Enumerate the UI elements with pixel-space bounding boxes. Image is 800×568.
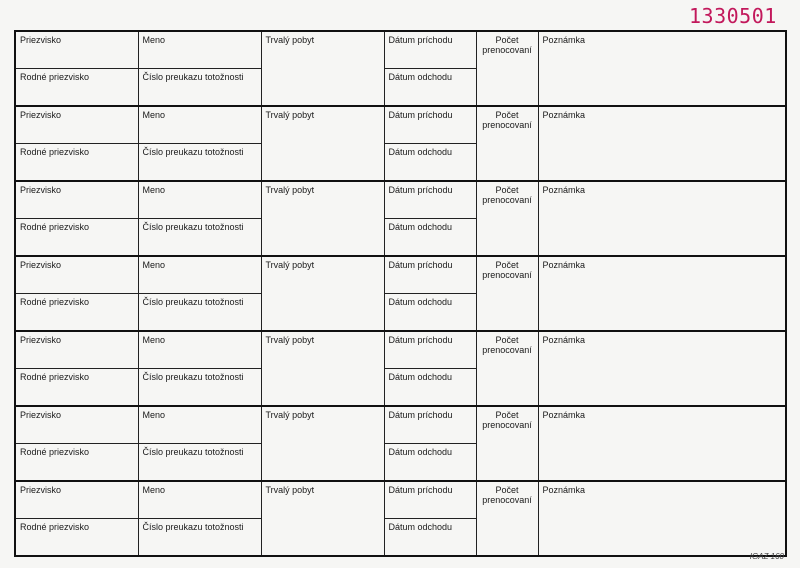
nights-count-label-2: prenocovaní: [482, 120, 532, 130]
departure-date-field[interactable]: [384, 144, 476, 182]
permanent-residence-label: Trvalý pobyt: [265, 35, 315, 45]
nights-count-label: Počet: [495, 485, 519, 495]
arrival-date-label: Dátum príchodu: [388, 185, 453, 195]
surname-label: Priezvisko: [20, 35, 62, 45]
id-card-number-field[interactable]: [138, 69, 261, 107]
first-name-label: Meno: [142, 185, 166, 195]
first-name-label: Meno: [142, 110, 166, 120]
first-name-field[interactable]: [138, 331, 261, 369]
nights-count-label-2: prenocovaní: [482, 270, 532, 280]
birth-surname-label: Rodné priezvisko: [20, 297, 90, 307]
surname-field[interactable]: [15, 106, 138, 144]
nights-count-field[interactable]: [476, 481, 538, 556]
arrival-date-field[interactable]: [384, 256, 476, 294]
permanent-residence-field[interactable]: [261, 256, 384, 331]
guest-entry-row: [15, 256, 786, 294]
first-name-field[interactable]: [138, 181, 261, 219]
first-name-label: Meno: [142, 260, 166, 270]
arrival-date-label: Dátum príchodu: [388, 35, 453, 45]
guest-register-table: [14, 30, 787, 557]
arrival-date-label: Dátum príchodu: [388, 110, 453, 120]
departure-date-label: Dátum odchodu: [388, 447, 453, 457]
departure-date-field[interactable]: [384, 519, 476, 557]
guest-entry-row: [15, 331, 786, 369]
arrival-date-label: Dátum príchodu: [388, 485, 453, 495]
first-name-field[interactable]: [138, 406, 261, 444]
id-card-number-label: Číslo preukazu totožnosti: [142, 447, 244, 457]
arrival-date-field[interactable]: [384, 406, 476, 444]
nights-count-field[interactable]: [476, 181, 538, 256]
id-card-number-label: Číslo preukazu totožnosti: [142, 297, 244, 307]
arrival-date-label: Dátum príchodu: [388, 335, 453, 345]
first-name-label: Meno: [142, 335, 166, 345]
first-name-field[interactable]: [138, 481, 261, 519]
nights-count-field[interactable]: [476, 406, 538, 481]
id-card-number-field[interactable]: [138, 144, 261, 182]
guest-entry-row: [15, 31, 786, 69]
departure-date-field[interactable]: [384, 69, 476, 107]
departure-date-label: Dátum odchodu: [388, 222, 453, 232]
surname-label: Priezvisko: [20, 110, 62, 120]
birth-surname-label: Rodné priezvisko: [20, 372, 90, 382]
id-card-number-label: Číslo preukazu totožnosti: [142, 222, 244, 232]
nights-count-field[interactable]: [476, 31, 538, 106]
note-field[interactable]: [538, 181, 786, 256]
nights-count-label: Počet: [495, 335, 519, 345]
note-field[interactable]: [538, 256, 786, 331]
surname-label: Priezvisko: [20, 335, 62, 345]
guest-entry-row: [15, 106, 786, 144]
arrival-date-field[interactable]: [384, 106, 476, 144]
nights-count-label: Počet: [495, 260, 519, 270]
permanent-residence-label: Trvalý pobyt: [265, 410, 315, 420]
note-field[interactable]: [538, 481, 786, 556]
nights-count-label: Počet: [495, 410, 519, 420]
id-card-number-field[interactable]: [138, 294, 261, 332]
first-name-field[interactable]: [138, 31, 261, 69]
departure-date-field[interactable]: [384, 219, 476, 257]
first-name-field[interactable]: [138, 106, 261, 144]
guest-entry-row: [15, 406, 786, 444]
surname-label: Priezvisko: [20, 410, 62, 420]
note-label: Poznámka: [542, 485, 586, 495]
birth-surname-field[interactable]: [15, 69, 138, 107]
id-card-number-field[interactable]: [138, 444, 261, 482]
nights-count-label: Počet: [495, 185, 519, 195]
nights-count-field[interactable]: [476, 331, 538, 406]
note-label: Poznámka: [542, 110, 586, 120]
nights-count-label-2: prenocovaní: [482, 495, 532, 505]
arrival-date-label: Dátum príchodu: [388, 410, 453, 420]
permanent-residence-label: Trvalý pobyt: [265, 110, 315, 120]
arrival-date-field[interactable]: [384, 181, 476, 219]
id-card-number-label: Číslo preukazu totožnosti: [142, 72, 244, 82]
id-card-number-label: Číslo preukazu totožnosti: [142, 372, 244, 382]
serial-number: 1330501: [689, 4, 777, 28]
arrival-date-field[interactable]: [384, 481, 476, 519]
note-field[interactable]: [538, 31, 786, 106]
nights-count-field[interactable]: [476, 256, 538, 331]
nights-count-label-2: prenocovaní: [482, 420, 532, 430]
departure-date-label: Dátum odchodu: [388, 522, 453, 532]
id-card-number-field[interactable]: [138, 369, 261, 407]
note-label: Poznámka: [542, 35, 586, 45]
permanent-residence-field[interactable]: [261, 481, 384, 556]
birth-surname-label: Rodné priezvisko: [20, 147, 90, 157]
nights-count-label-2: prenocovaní: [482, 45, 532, 55]
nights-count-label-2: prenocovaní: [482, 195, 532, 205]
birth-surname-label: Rodné priezvisko: [20, 72, 90, 82]
surname-field[interactable]: [15, 31, 138, 69]
departure-date-label: Dátum odchodu: [388, 72, 453, 82]
permanent-residence-label: Trvalý pobyt: [265, 335, 315, 345]
nights-count-label: Počet: [495, 110, 519, 120]
surname-label: Priezvisko: [20, 485, 62, 495]
surname-label: Priezvisko: [20, 185, 62, 195]
birth-surname-label: Rodné priezvisko: [20, 222, 90, 232]
id-card-number-field[interactable]: [138, 219, 261, 257]
permanent-residence-field[interactable]: [261, 406, 384, 481]
departure-date-field[interactable]: [384, 294, 476, 332]
note-field[interactable]: [538, 331, 786, 406]
birth-surname-label: Rodné priezvisko: [20, 522, 90, 532]
surname-field[interactable]: [15, 406, 138, 444]
departure-date-label: Dátum odchodu: [388, 372, 453, 382]
first-name-field[interactable]: [138, 256, 261, 294]
departure-date-field[interactable]: [384, 369, 476, 407]
form-code: IGAZ 160: [749, 552, 784, 561]
departure-date-field[interactable]: [384, 444, 476, 482]
permanent-residence-field[interactable]: [261, 181, 384, 256]
departure-date-label: Dátum odchodu: [388, 147, 453, 157]
permanent-residence-label: Trvalý pobyt: [265, 185, 315, 195]
birth-surname-field[interactable]: [15, 369, 138, 407]
birth-surname-field[interactable]: [15, 294, 138, 332]
nights-count-field[interactable]: [476, 106, 538, 181]
first-name-label: Meno: [142, 35, 166, 45]
nights-count-label-2: prenocovaní: [482, 345, 532, 355]
guest-entry-row: [15, 481, 786, 519]
surname-field[interactable]: [15, 331, 138, 369]
birth-surname-field[interactable]: [15, 519, 138, 557]
first-name-label: Meno: [142, 485, 166, 495]
surname-label: Priezvisko: [20, 260, 62, 270]
id-card-number-label: Číslo preukazu totožnosti: [142, 522, 244, 532]
id-card-number-label: Číslo preukazu totožnosti: [142, 147, 244, 157]
note-field[interactable]: [538, 406, 786, 481]
guest-entry-row: [15, 181, 786, 219]
surname-field[interactable]: [15, 181, 138, 219]
arrival-date-label: Dátum príchodu: [388, 260, 453, 270]
first-name-label: Meno: [142, 410, 166, 420]
arrival-date-field[interactable]: [384, 331, 476, 369]
permanent-residence-field[interactable]: [261, 31, 384, 106]
note-label: Poznámka: [542, 260, 586, 270]
note-label: Poznámka: [542, 185, 586, 195]
birth-surname-field[interactable]: [15, 444, 138, 482]
surname-field[interactable]: [15, 256, 138, 294]
arrival-date-field[interactable]: [384, 31, 476, 69]
birth-surname-label: Rodné priezvisko: [20, 447, 90, 457]
permanent-residence-label: Trvalý pobyt: [265, 485, 315, 495]
permanent-residence-label: Trvalý pobyt: [265, 260, 315, 270]
note-label: Poznámka: [542, 410, 586, 420]
permanent-residence-field[interactable]: [261, 331, 384, 406]
note-label: Poznámka: [542, 335, 586, 345]
nights-count-label: Počet: [495, 35, 519, 45]
surname-field[interactable]: [15, 481, 138, 519]
permanent-residence-field[interactable]: [261, 106, 384, 181]
id-card-number-field[interactable]: [138, 519, 261, 557]
note-field[interactable]: [538, 106, 786, 181]
birth-surname-field[interactable]: [15, 219, 138, 257]
birth-surname-field[interactable]: [15, 144, 138, 182]
departure-date-label: Dátum odchodu: [388, 297, 453, 307]
